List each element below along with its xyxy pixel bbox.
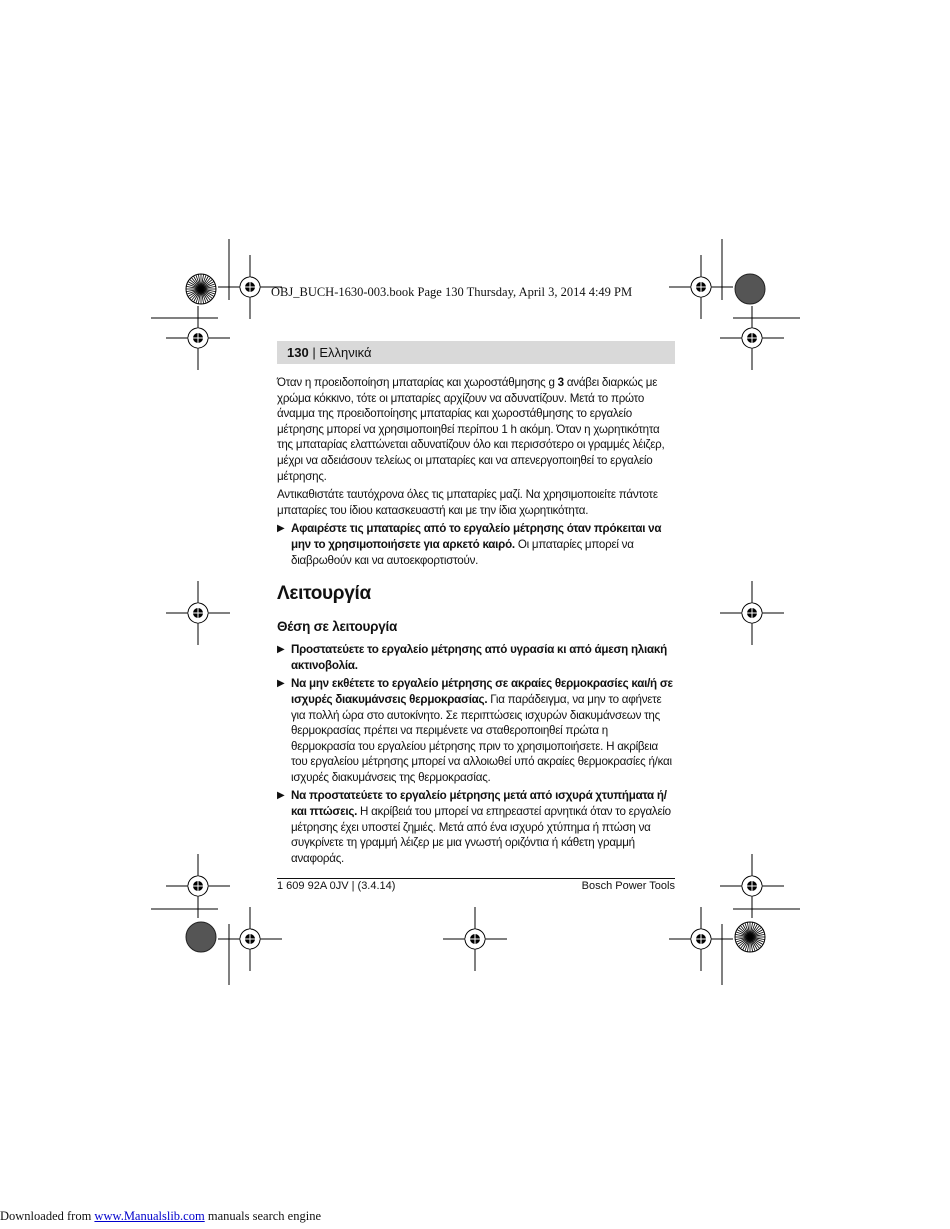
bullet-item (277, 642, 675, 673)
bullet-item (277, 788, 675, 866)
bullet-bold: Προστατεύετε το εργαλείο μέτρησης από υγρασία κι από άμεση ηλιακή ακτινοβολία. (291, 643, 667, 672)
paragraph: Αντικαθιστάτε ταυτόχρονα όλες τις μπαταρίες μαζί. Να χρησιμοποιείτε πάντοτε μπαταρίες του ίδιου κατασκευαστή και με την ίδια χωρητικότητα. (277, 488, 658, 517)
bullet-item (277, 676, 675, 785)
download-credit (0, 1209, 321, 1224)
page-content (277, 375, 675, 869)
gray-dot-mark (186, 922, 216, 952)
footer-brand: Bosch Power Tools (581, 880, 675, 892)
credit-prefix: Downloaded from (0, 1209, 95, 1223)
paragraph-bold: 3 (557, 376, 564, 389)
bullet-bold: Να προστατεύετε το εργαλείο μέτρησης μετά από ισχυρά χτυπήματα ή/και πτώσεις. (291, 789, 667, 819)
book-slug: OBJ_BUCH-1630-003.book Page 130 Thursday, April 3, 2014 4:49 PM (271, 285, 633, 299)
footer-code: 1 609 92A 0JV | (3.4.14) (277, 880, 396, 892)
bullet-triangle-icon: ▶ (277, 644, 285, 656)
bullet-text: Για παράδειγμα, να μην το αφήνετε για πολλή ώρα στο αυτοκίνητο. Σε περιπτώσεις ισχυρών διακυμάνσεων της θερμοκρασίας πρέπει να περιμένετε να σταθεροποιηθεί πρώτα η θερμοκρασία του εργαλείου μέτρησης πριν το χρησιμοποιήσετε. Η ακρίβεια του εργαλείου μέτρησης μπορεί να αλλοιωθεί υπό ακραίες θερμοκρασίες ή/και ισχυρές διακυμάνσεις της θερμοκρασίας. (291, 692, 672, 784)
subsection-heading: Θέση σε λειτουργία (277, 619, 398, 635)
bullet-text: Η ακρίβειά του μπορεί να επηρεαστεί αρνητικά όταν το εργαλείο μέτρησης έχει υποστεί ζημιές. Μετά από ένα ισχυρό χτύπημα ή πτώση να συγκρίνετε τη γραμμή λέιζερ με μια γνωστή οριζόντια ή κάθετη γραμμή αναφοράς. (291, 805, 671, 865)
paragraph-text: ανάβει διαρκώς με χρώμα κόκκινο, τότε οι μπαταρίες αρχίζουν να αδυνατίζουν. Μετά το πρώτο άναμμα της προειδοποίησης μπαταρίας και χωροστάθμησης το εργαλείο μέτρησης μπορεί να χρησιμοποιηθεί περίπου 1 h ακόμη. Όταν η χωρητικότητα της μπαταρίας ελαττώνεται αδυνατίζουν όλο και περισσότερο οι γραμμές λέιζερ, μέχρι να αδειάσουν τελείως οι μπαταρίες και να απενεργοποιηθεί το εργαλείο μέτρησης. (277, 376, 665, 483)
paragraph-text: Όταν η προειδοποίηση μπαταρίας και χωροστάθμησης g (277, 376, 558, 389)
bullet-bold: Αφαιρέστε τις μπαταρίες από το εργαλείο μέτρησης όταν πρόκειται να μην το χρησιμοποιήσετε για αρκετό καιρό. (291, 522, 662, 551)
header-language: Ελληνικά (319, 345, 372, 360)
bullet-item (277, 521, 675, 568)
starburst-mark (186, 274, 216, 304)
footer-rule (277, 878, 675, 879)
bullet-triangle-icon: ▶ (277, 790, 285, 802)
credit-suffix: manuals search engine (204, 1209, 321, 1223)
bullet-triangle-icon: ▶ (277, 678, 285, 690)
manualslib-link[interactable]: www.Manualslib.com (94, 1209, 205, 1223)
bullet-bold: Να μην εκθέτετε το εργαλείο μέτρησης σε ακραίες θερμοκρασίες και/ή σε ισχυρές διακυμάνσεις θερμοκρασίας. (291, 677, 673, 706)
paragraph (277, 375, 675, 484)
gray-dot-mark (735, 274, 765, 304)
section-heading: Λειτουργία (277, 583, 371, 605)
page-number: 130 (287, 345, 309, 360)
bullet-text: Οι μπαταρίες μπορεί να διαβρωθούν και να αυτοεκφορτιστούν. (291, 537, 634, 567)
header-separator: | (308, 345, 320, 360)
page-header (277, 341, 675, 364)
bullet-triangle-icon: ▶ (277, 523, 285, 535)
starburst-mark (735, 922, 765, 952)
